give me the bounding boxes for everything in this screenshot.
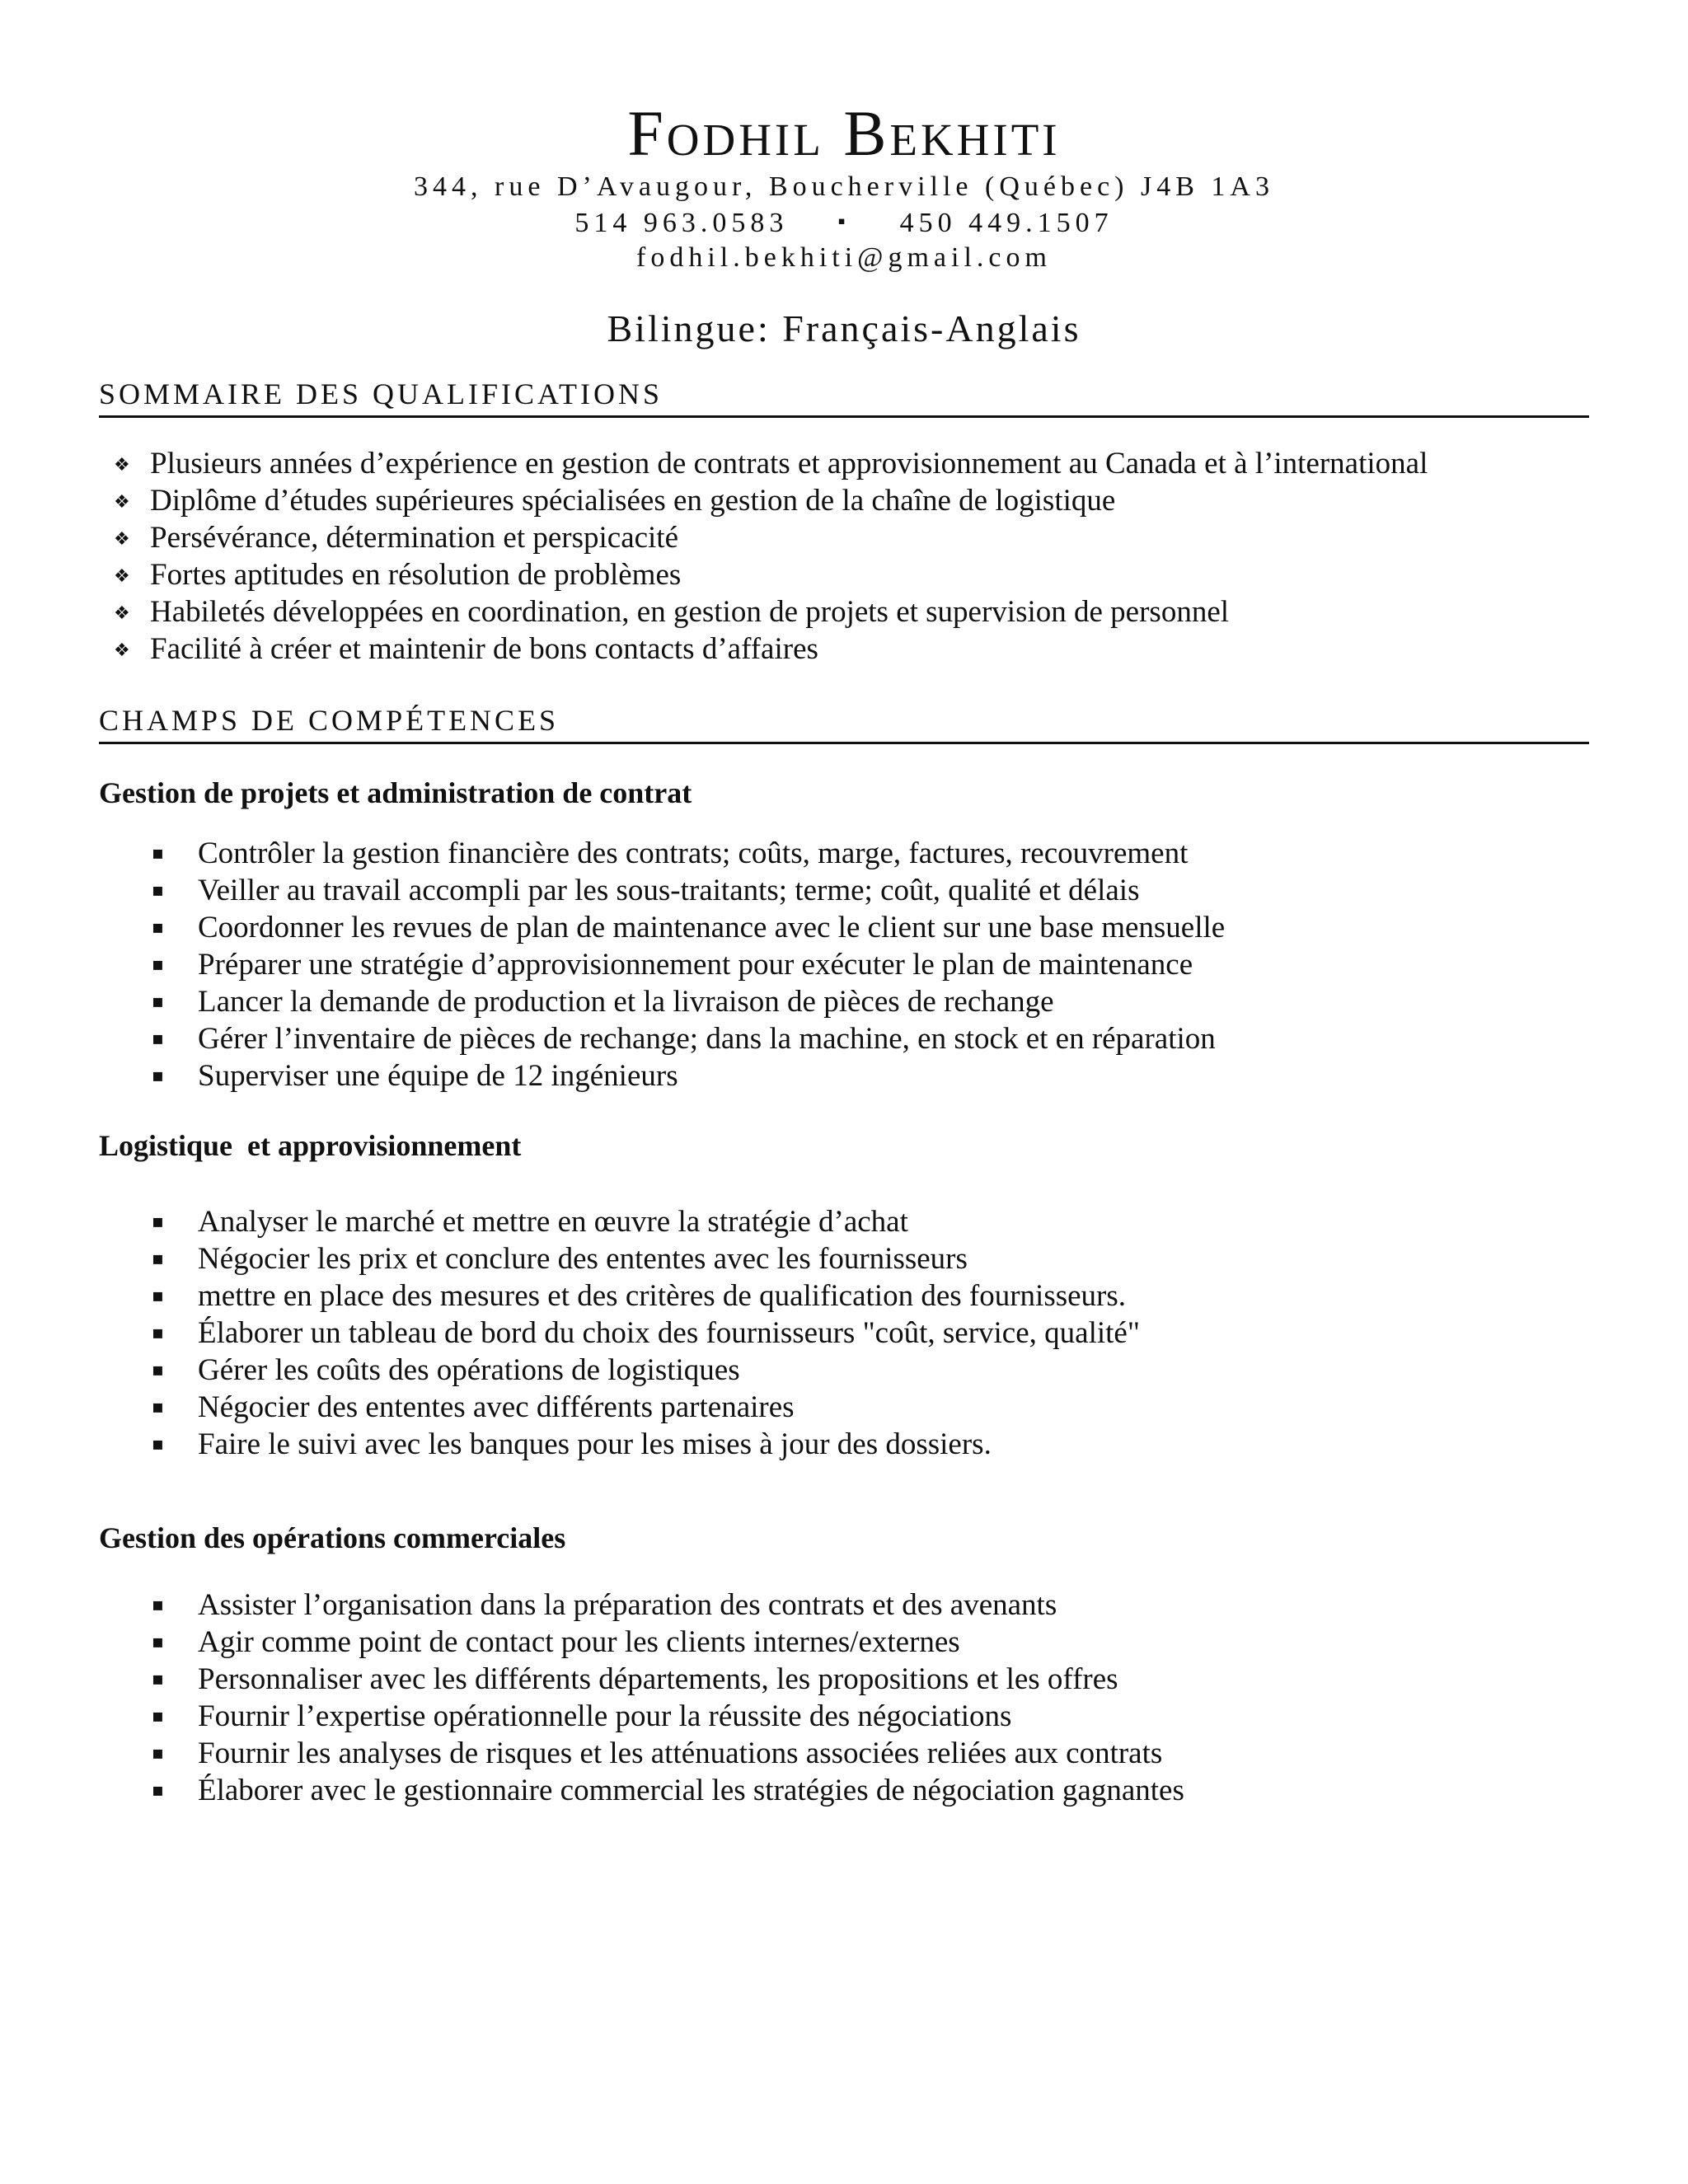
summary-item xyxy=(99,593,1428,630)
competence-group-list xyxy=(148,1203,1140,1463)
square-bullet-icon: ▪ xyxy=(152,1743,164,1764)
phone-primary: 514 963.0583 xyxy=(574,208,789,238)
summary-item-text: Plusieurs années d’expérience en gestion de contrats et approvisionnement au Canada et à l’international xyxy=(150,447,1428,480)
list-item xyxy=(148,1240,1140,1277)
competence-group-heading: Gestion de projets et administration de contrat xyxy=(99,776,692,809)
square-bullet-icon: ▪ xyxy=(152,1434,164,1455)
list-item xyxy=(148,1698,1184,1735)
list-item xyxy=(148,1020,1225,1057)
summary-item-text: Fortes aptitudes en résolution de problèmes xyxy=(150,558,682,592)
diamond-bullet-icon: ❖ xyxy=(114,455,130,476)
list-item xyxy=(148,946,1225,983)
list-item-text: Élaborer un tableau de bord du choix des fournisseurs "coût, service, qualité" xyxy=(198,1316,1140,1350)
list-item-text: Gérer les coûts des opérations de logistiques xyxy=(198,1353,740,1387)
list-item xyxy=(148,1277,1140,1315)
summary-item-text: Habiletés développées en coordination, en gestion de projets et supervision de personnel xyxy=(150,595,1230,629)
list-item xyxy=(148,1586,1184,1624)
summary-item xyxy=(99,556,1428,593)
list-item xyxy=(148,1426,1140,1463)
square-bullet-icon: ▪ xyxy=(152,1632,164,1652)
resume-header xyxy=(0,97,1688,351)
diamond-bullet-icon: ❖ xyxy=(114,640,130,661)
square-bullet-icon: ▪ xyxy=(152,1212,164,1232)
square-bullet-icon: ▪ xyxy=(152,1286,164,1306)
summary-section-title: SOMMAIRE DES QUALIFICATIONS xyxy=(99,376,1589,418)
phone-separator-icon: ▪ xyxy=(837,209,851,233)
list-item xyxy=(148,983,1225,1020)
square-bullet-icon: ▪ xyxy=(152,991,164,1012)
list-item-text: Faire le suivi avec les banques pour les mises à jour des dossiers. xyxy=(198,1427,992,1461)
square-bullet-icon: ▪ xyxy=(152,1706,164,1727)
list-item xyxy=(148,1661,1184,1698)
diamond-bullet-icon: ❖ xyxy=(114,492,130,513)
list-item-text: Contrôler la gestion financière des contrats; coûts, marge, factures, recouvrement xyxy=(198,837,1189,870)
summary-item-text: Facilité à créer et maintenir de bons contacts d’affaires xyxy=(150,632,818,666)
list-item-text: Fournir l’expertise opérationnelle pour la réussite des négociations xyxy=(198,1699,1012,1733)
square-bullet-icon: ▪ xyxy=(152,1397,164,1418)
list-item-text: Négocier les prix et conclure des ententes avec les fournisseurs xyxy=(198,1242,968,1276)
list-item xyxy=(148,909,1225,946)
square-bullet-icon: ▪ xyxy=(152,917,164,938)
list-item-text: Personnaliser avec les différents départements, les propositions et les offres xyxy=(198,1662,1118,1696)
diamond-bullet-icon: ❖ xyxy=(114,529,130,550)
phone-secondary: 450 449.1507 xyxy=(899,208,1114,238)
diamond-bullet-icon: ❖ xyxy=(114,603,130,624)
summary-item xyxy=(99,519,1428,556)
list-item xyxy=(148,1735,1184,1772)
competence-group-list xyxy=(148,1586,1184,1809)
list-item xyxy=(148,1772,1184,1809)
square-bullet-icon: ▪ xyxy=(152,1029,164,1049)
competence-group-heading: Logistique et approvisionnement xyxy=(99,1129,522,1162)
language-statement: Bilingue: Français-Anglais xyxy=(607,307,1081,349)
square-bullet-icon: ▪ xyxy=(152,880,164,901)
list-item-text: Agir comme point de contact pour les clients internes/externes xyxy=(198,1625,960,1659)
summary-item-text: Diplôme d’études supérieures spécialisées en gestion de la chaîne de logistique xyxy=(150,484,1116,518)
square-bullet-icon: ▪ xyxy=(152,954,164,975)
square-bullet-icon: ▪ xyxy=(152,1360,164,1380)
list-item xyxy=(148,1057,1225,1094)
square-bullet-icon: ▪ xyxy=(152,1323,164,1343)
diamond-bullet-icon: ❖ xyxy=(114,566,130,587)
summary-item xyxy=(99,445,1428,482)
list-item-text: Assister l’organisation dans la préparation des contrats et des avenants xyxy=(198,1588,1057,1622)
summary-item-text: Persévérance, détermination et perspicacité xyxy=(150,521,679,555)
list-item xyxy=(148,1203,1140,1240)
competence-group-heading: Gestion des opérations commerciales xyxy=(99,1521,566,1554)
list-item xyxy=(148,1389,1140,1426)
square-bullet-icon: ▪ xyxy=(152,1595,164,1615)
address-line: 344, rue D’Avaugour, Boucherville (Québec) J4B 1A3 xyxy=(414,171,1274,202)
list-item xyxy=(148,835,1225,872)
competences-section-title: CHAMPS DE COMPÉTENCES xyxy=(99,702,1589,744)
list-item-text: Fournir les analyses de risques et les atténuations associées reliées aux contrats xyxy=(198,1736,1163,1770)
candidate-name: Fodhil Bekhiti xyxy=(627,97,1061,169)
summary-item xyxy=(99,482,1428,519)
square-bullet-icon: ▪ xyxy=(152,1780,164,1801)
list-item-text: Préparer une stratégie d’approvisionnement pour exécuter le plan de maintenance xyxy=(198,948,1193,982)
list-item-text: Superviser une équipe de 12 ingénieurs xyxy=(198,1059,678,1093)
summary-item xyxy=(99,630,1428,668)
email-address[interactable]: fodhil.bekhiti@gmail.com xyxy=(636,242,1052,273)
list-item-text: Veiller au travail accompli par les sous-traitants; terme; coût, qualité et délais xyxy=(198,874,1140,907)
competence-group-list xyxy=(148,835,1225,1094)
list-item xyxy=(148,872,1225,909)
square-bullet-icon: ▪ xyxy=(152,1669,164,1690)
list-item xyxy=(148,1315,1140,1352)
list-item-text: Négocier des ententes avec différents partenaires xyxy=(198,1390,795,1424)
square-bullet-icon: ▪ xyxy=(152,1066,164,1086)
square-bullet-icon: ▪ xyxy=(152,1249,164,1269)
square-bullet-icon: ▪ xyxy=(152,843,164,864)
list-item-text: Coordonner les revues de plan de maintenance avec le client sur une base mensuelle xyxy=(198,911,1226,944)
list-item xyxy=(148,1352,1140,1389)
phone-line xyxy=(0,204,1688,241)
summary-list xyxy=(99,445,1428,668)
list-item-text: Lancer la demande de production et la livraison de pièces de rechange xyxy=(198,985,1054,1019)
list-item-text: mettre en place des mesures et des critères de qualification des fournisseurs. xyxy=(198,1279,1127,1313)
list-item xyxy=(148,1624,1184,1661)
list-item-text: Élaborer avec le gestionnaire commercial les stratégies de négociation gagnantes xyxy=(198,1774,1184,1807)
list-item-text: Gérer l’inventaire de pièces de rechange; dans la machine, en stock et en réparation xyxy=(198,1022,1216,1056)
list-item-text: Analyser le marché et mettre en œuvre la stratégie d’achat xyxy=(198,1205,908,1239)
